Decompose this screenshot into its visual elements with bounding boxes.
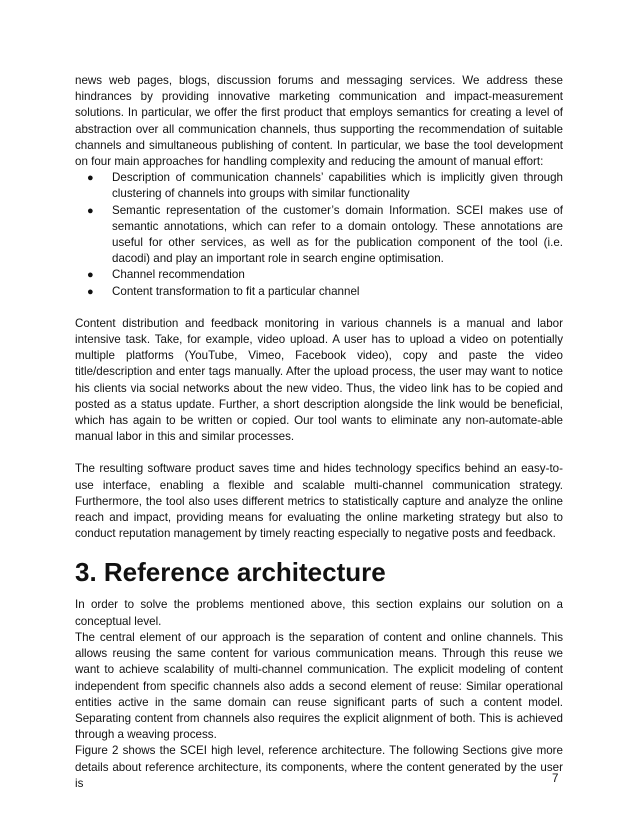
section-paragraph: The central element of our approach is the separation of content and online channels. This allows reusing the same content for various communication means. Through this reuse we want to achieve scalability of multi-channel communication. The explicit modeling of content independent from specific channels also adds a second element of reuse: Similar operational entities active in the same domain can reuse significant parts of such a content model. Separating content from channels also requires the explicit alignment of both. This is achieved through a weaving process.: [75, 630, 563, 742]
bullet-text: Content transformation to fit a particular channel: [112, 284, 360, 298]
bullet-text: Channel recommendation: [112, 268, 245, 282]
bullet-item: [75, 284, 563, 300]
section-heading: 3. Reference architecture: [75, 557, 386, 588]
bullet-text: Description of communication channels’ capabilities which is implicitly given through clustering of channels into groups with similar functionality: [112, 171, 563, 201]
bullet-item: [75, 170, 563, 202]
section-paragraph: In order to solve the problems mentioned above, this section explains our solution on a conceptual level.: [75, 598, 563, 628]
bullet-text: Semantic representation of the customer’s domain Information. SCEI makes use of semantic annotations, which can refer to a domain ontology. These annotations are useful for other services, as well as for the publication component of the tool (i.e. dacodi) and play an important role in search engine optimisation.: [112, 203, 563, 266]
paragraph-spacer: [75, 300, 563, 316]
section-paragraph: Figure 2 shows the SCEI high level, reference architecture. The following Sections give more details about reference architecture, its components, where the content generated by the user is: [75, 744, 563, 790]
intro-paragraph: news web pages, blogs, discussion forums and messaging services. We address these hindrances by providing innovative marketing communication and impact-measurement solutions. In particular, we offer the first product that employs semantics for creating a level of abstraction over all communication channels, thus supporting the recommendation of suitable channels and simultaneous publishing of content. In particular, we base the tool development on four main approaches for handling complexity and reducing the amount of manual effort:: [75, 74, 563, 169]
paragraph-spacer: [75, 445, 563, 461]
approach-bullet-list: [75, 170, 563, 300]
bullet-icon: ●: [87, 172, 94, 185]
bullet-icon: ●: [87, 285, 94, 298]
page-number: 7: [552, 772, 559, 785]
bullet-item: [75, 267, 563, 283]
software-product-paragraph: The resulting software product saves time and hides technology specifics behind an easy-to-use interface, enabling a flexible and scalable multi-channel communication strategy. Furthermore, the tool also uses different metrics to statistically capture and analyze the online reach and impact, providing means for evaluating the online marketing strategy but also to conduct reputation management by timely reacting especially to negative posts and feedback.: [75, 462, 563, 541]
page-content: [75, 73, 563, 792]
bullet-item: [75, 203, 563, 268]
bullet-icon: ●: [87, 204, 94, 217]
content-distribution-paragraph: Content distribution and feedback monitoring in various channels is a manual and labor intensive task. Take, for example, video upload. A user has to upload a video on potentially multiple platforms (YouTube, Vimeo, Facebook video), copy and paste the video title/description and enter tags manually. After the upload process, the user may want to notice his clients via social networks about the new video. Thus, the video link has to be copied and posted as a status update. Further, a short description alongside the link would be beneficial, which has again to be written or copied. Our tool wants to eliminate any non-automate-able manual labor in this and similar processes.: [75, 316, 563, 444]
bullet-icon: ●: [87, 269, 94, 282]
